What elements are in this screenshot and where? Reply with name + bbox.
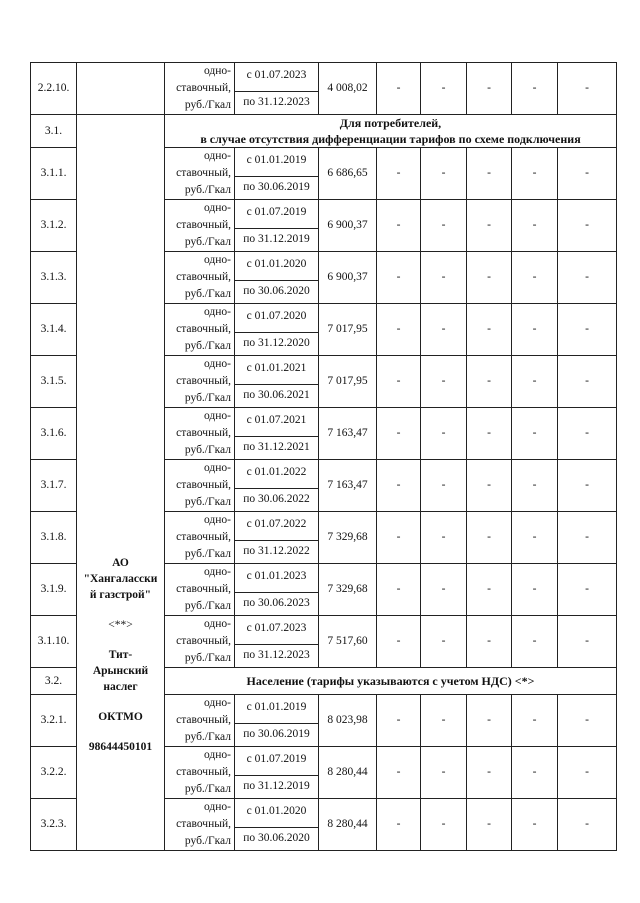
period-to: по 31.12.2019 [243, 779, 310, 792]
period-cell [235, 799, 319, 851]
period-cell [235, 148, 319, 200]
unit-line: ставочный, [176, 635, 231, 647]
unit-line: одно- [203, 202, 231, 214]
period-to: по 31.12.2019 [243, 232, 310, 245]
dash-cell: - [377, 148, 421, 200]
period-cell [235, 695, 319, 747]
row-number: 3.1.1. [31, 148, 77, 200]
org-note: <**> [108, 619, 133, 631]
unit-line: одно- [203, 514, 231, 526]
dash-cell: - [467, 63, 512, 115]
row-number: 3.1.8. [31, 512, 77, 564]
dash-cell: - [558, 252, 617, 304]
period-to: по 31.12.2022 [243, 544, 310, 557]
unit-line: одно- [203, 697, 231, 709]
org-cell-empty [77, 63, 165, 115]
dash-cell: - [558, 148, 617, 200]
period-to: по 31.12.2023 [243, 95, 310, 108]
section-number: 3.1. [31, 115, 77, 148]
dash-cell: - [558, 304, 617, 356]
dash-cell: - [467, 512, 512, 564]
tariff-value: 7 517,60 [319, 616, 377, 668]
period-cell [235, 252, 319, 304]
dash-cell: - [421, 564, 467, 616]
row-number: 3.1.2. [31, 200, 77, 252]
row-number: 3.2.1. [31, 695, 77, 747]
unit-line: руб./Гкал [184, 184, 231, 196]
unit-line: ставочный, [176, 818, 231, 830]
dash-cell: - [467, 564, 512, 616]
section-title: Население (тарифы указываются с учетом НДС) <*> [165, 668, 617, 695]
tariff-value: 8 023,98 [319, 695, 377, 747]
dash-cell: - [421, 616, 467, 668]
period-to: по 30.06.2022 [243, 492, 310, 505]
unit-cell [165, 695, 235, 747]
period-cell [235, 512, 319, 564]
dash-cell: - [377, 512, 421, 564]
dash-cell: - [512, 148, 558, 200]
unit-line: одно- [203, 254, 231, 266]
dash-cell: - [467, 252, 512, 304]
dash-cell: - [467, 747, 512, 799]
period-from: с 01.01.2019 [235, 699, 318, 724]
unit-cell [165, 408, 235, 460]
org-name-line: "Хангаласски [83, 573, 158, 585]
section-title-line: в случае отсутствия дифференциации тарифов по схеме подключения [200, 132, 581, 146]
dash-cell: - [512, 747, 558, 799]
period-from: с 01.01.2022 [235, 464, 318, 489]
period-from: с 01.07.2019 [235, 204, 318, 229]
org-cell [77, 115, 165, 851]
unit-line: ставочный, [176, 531, 231, 543]
dash-cell: - [512, 252, 558, 304]
tariff-table [30, 62, 617, 851]
section-title [165, 115, 617, 148]
period-to: по 31.12.2020 [243, 336, 310, 349]
dash-cell: - [377, 252, 421, 304]
unit-line: одно- [203, 358, 231, 370]
dash-cell: - [512, 63, 558, 115]
period-to: по 30.06.2020 [243, 831, 310, 844]
tariff-value: 4 008,02 [319, 63, 377, 115]
row-number: 2.2.10. [31, 63, 77, 115]
unit-cell [165, 63, 235, 115]
period-cell [235, 304, 319, 356]
dash-cell: - [421, 148, 467, 200]
dash-cell: - [377, 564, 421, 616]
dash-cell: - [467, 408, 512, 460]
dash-cell: - [377, 616, 421, 668]
unit-line: одно- [203, 801, 231, 813]
unit-line: одно- [203, 618, 231, 630]
dash-cell: - [421, 408, 467, 460]
dash-cell: - [421, 695, 467, 747]
unit-line: ставочный, [176, 271, 231, 283]
period-to: по 31.12.2023 [243, 648, 310, 661]
tariff-value: 7 329,68 [319, 512, 377, 564]
dash-cell: - [421, 747, 467, 799]
unit-line: руб./Гкал [184, 392, 231, 404]
unit-line: ставочный, [176, 714, 231, 726]
dash-cell: - [512, 564, 558, 616]
dash-cell: - [512, 356, 558, 408]
row-number: 3.1.7. [31, 460, 77, 512]
unit-line: одно- [203, 410, 231, 422]
tariff-value: 7 163,47 [319, 408, 377, 460]
tariff-value: 7 017,95 [319, 304, 377, 356]
dash-cell: - [377, 408, 421, 460]
row-number: 3.1.3. [31, 252, 77, 304]
period-cell [235, 356, 319, 408]
dash-cell: - [377, 695, 421, 747]
dash-cell: - [421, 512, 467, 564]
dash-cell: - [421, 460, 467, 512]
unit-cell [165, 148, 235, 200]
tariff-value: 7 329,68 [319, 564, 377, 616]
dash-cell: - [512, 200, 558, 252]
row-number: 3.1.9. [31, 564, 77, 616]
unit-line: ставочный, [176, 167, 231, 179]
org-name-line: й газстрой" [89, 589, 152, 601]
period-to: по 30.06.2020 [243, 284, 310, 297]
period-from: с 01.01.2020 [235, 256, 318, 281]
unit-cell [165, 460, 235, 512]
tariff-value: 6 900,37 [319, 252, 377, 304]
unit-line: ставочный, [176, 82, 231, 94]
unit-line: руб./Гкал [184, 99, 231, 111]
period-from: с 01.01.2020 [235, 803, 318, 828]
period-to: по 30.06.2023 [243, 596, 310, 609]
tariff-value: 6 900,37 [319, 200, 377, 252]
unit-line: руб./Гкал [184, 444, 231, 456]
period-from: с 01.07.2022 [235, 516, 318, 541]
period-from: с 01.01.2021 [235, 360, 318, 385]
period-to: по 31.12.2021 [243, 440, 310, 453]
dash-cell: - [558, 747, 617, 799]
table-body [31, 63, 617, 851]
period-from: с 01.01.2019 [235, 152, 318, 177]
dash-cell: - [467, 460, 512, 512]
period-from: с 01.07.2020 [235, 308, 318, 333]
unit-line: руб./Гкал [184, 652, 231, 664]
unit-line: руб./Гкал [184, 731, 231, 743]
locality-line: наслег [103, 681, 138, 693]
unit-line: руб./Гкал [184, 236, 231, 248]
period-to: по 30.06.2021 [243, 388, 310, 401]
dash-cell: - [421, 304, 467, 356]
period-from: с 01.07.2019 [235, 751, 318, 776]
row-number: 3.1.10. [31, 616, 77, 668]
dash-cell: - [377, 747, 421, 799]
period-cell [235, 460, 319, 512]
dash-cell: - [467, 695, 512, 747]
dash-cell: - [467, 799, 512, 851]
dash-cell: - [558, 564, 617, 616]
unit-cell [165, 252, 235, 304]
unit-line: ставочный, [176, 323, 231, 335]
dash-cell: - [512, 512, 558, 564]
unit-line: одно- [203, 749, 231, 761]
dash-cell: - [377, 460, 421, 512]
unit-line: ставочный, [176, 766, 231, 778]
dash-cell: - [512, 408, 558, 460]
dash-cell: - [512, 616, 558, 668]
row-number: 3.2.2. [31, 747, 77, 799]
oktmo-label: ОКТМО [98, 711, 143, 723]
unit-cell [165, 616, 235, 668]
period-from: с 01.01.2023 [235, 568, 318, 593]
dash-cell: - [467, 304, 512, 356]
dash-cell: - [512, 695, 558, 747]
unit-cell [165, 356, 235, 408]
unit-line: руб./Гкал [184, 835, 231, 847]
unit-line: ставочный, [176, 479, 231, 491]
unit-cell [165, 200, 235, 252]
period-to: по 30.06.2019 [243, 180, 310, 193]
dash-cell: - [421, 200, 467, 252]
period-from: с 01.07.2023 [235, 67, 318, 92]
row-number: 3.1.6. [31, 408, 77, 460]
unit-line: руб./Гкал [184, 600, 231, 612]
tariff-value: 7 017,95 [319, 356, 377, 408]
dash-cell: - [558, 63, 617, 115]
unit-line: руб./Гкал [184, 288, 231, 300]
oktmo-value: 98644450101 [88, 741, 153, 753]
unit-line: ставочный, [176, 583, 231, 595]
dash-cell: - [558, 799, 617, 851]
section-number: 3.2. [31, 668, 77, 695]
dash-cell: - [467, 356, 512, 408]
period-cell [235, 63, 319, 115]
dash-cell: - [558, 512, 617, 564]
dash-cell: - [558, 200, 617, 252]
dash-cell: - [558, 460, 617, 512]
dash-cell: - [558, 408, 617, 460]
unit-line: одно- [203, 462, 231, 474]
locality-line: Арынский [92, 665, 149, 677]
unit-cell [165, 512, 235, 564]
dash-cell: - [512, 460, 558, 512]
dash-cell: - [558, 356, 617, 408]
dash-cell: - [421, 63, 467, 115]
unit-line: одно- [203, 65, 231, 77]
unit-line: ставочный, [176, 219, 231, 231]
dash-cell: - [377, 356, 421, 408]
dash-cell: - [377, 304, 421, 356]
dash-cell: - [512, 304, 558, 356]
unit-line: одно- [203, 306, 231, 318]
tariff-value: 7 163,47 [319, 460, 377, 512]
tariff-value: 8 280,44 [319, 799, 377, 851]
dash-cell: - [558, 695, 617, 747]
unit-line: руб./Гкал [184, 340, 231, 352]
unit-line: ставочный, [176, 427, 231, 439]
table-row [31, 63, 617, 115]
dash-cell: - [377, 63, 421, 115]
row-number: 3.2.3. [31, 799, 77, 851]
row-number: 3.1.5. [31, 356, 77, 408]
unit-line: одно- [203, 150, 231, 162]
locality-line: Тит- [108, 649, 133, 661]
period-cell [235, 200, 319, 252]
period-from: с 01.07.2021 [235, 412, 318, 437]
org-name-line: АО [112, 557, 129, 569]
unit-line: руб./Гкал [184, 783, 231, 795]
dash-cell: - [467, 148, 512, 200]
dash-cell: - [377, 799, 421, 851]
dash-cell: - [377, 200, 421, 252]
section-title-line: Для потребителей, [339, 116, 442, 130]
unit-cell [165, 799, 235, 851]
unit-line: ставочный, [176, 375, 231, 387]
dash-cell: - [421, 799, 467, 851]
tariff-value: 8 280,44 [319, 747, 377, 799]
dash-cell: - [512, 799, 558, 851]
unit-cell [165, 304, 235, 356]
row-number: 3.1.4. [31, 304, 77, 356]
period-cell [235, 408, 319, 460]
dash-cell: - [467, 200, 512, 252]
unit-line: руб./Гкал [184, 548, 231, 560]
unit-cell [165, 564, 235, 616]
unit-cell [165, 747, 235, 799]
unit-line: руб./Гкал [184, 496, 231, 508]
period-cell [235, 747, 319, 799]
dash-cell: - [421, 356, 467, 408]
dash-cell: - [558, 616, 617, 668]
dash-cell: - [467, 616, 512, 668]
period-cell [235, 616, 319, 668]
period-to: по 30.06.2019 [243, 727, 310, 740]
period-cell [235, 564, 319, 616]
section-header-row [31, 115, 617, 148]
tariff-value: 6 686,65 [319, 148, 377, 200]
unit-line: одно- [203, 566, 231, 578]
dash-cell: - [421, 252, 467, 304]
period-from: с 01.07.2023 [235, 620, 318, 645]
